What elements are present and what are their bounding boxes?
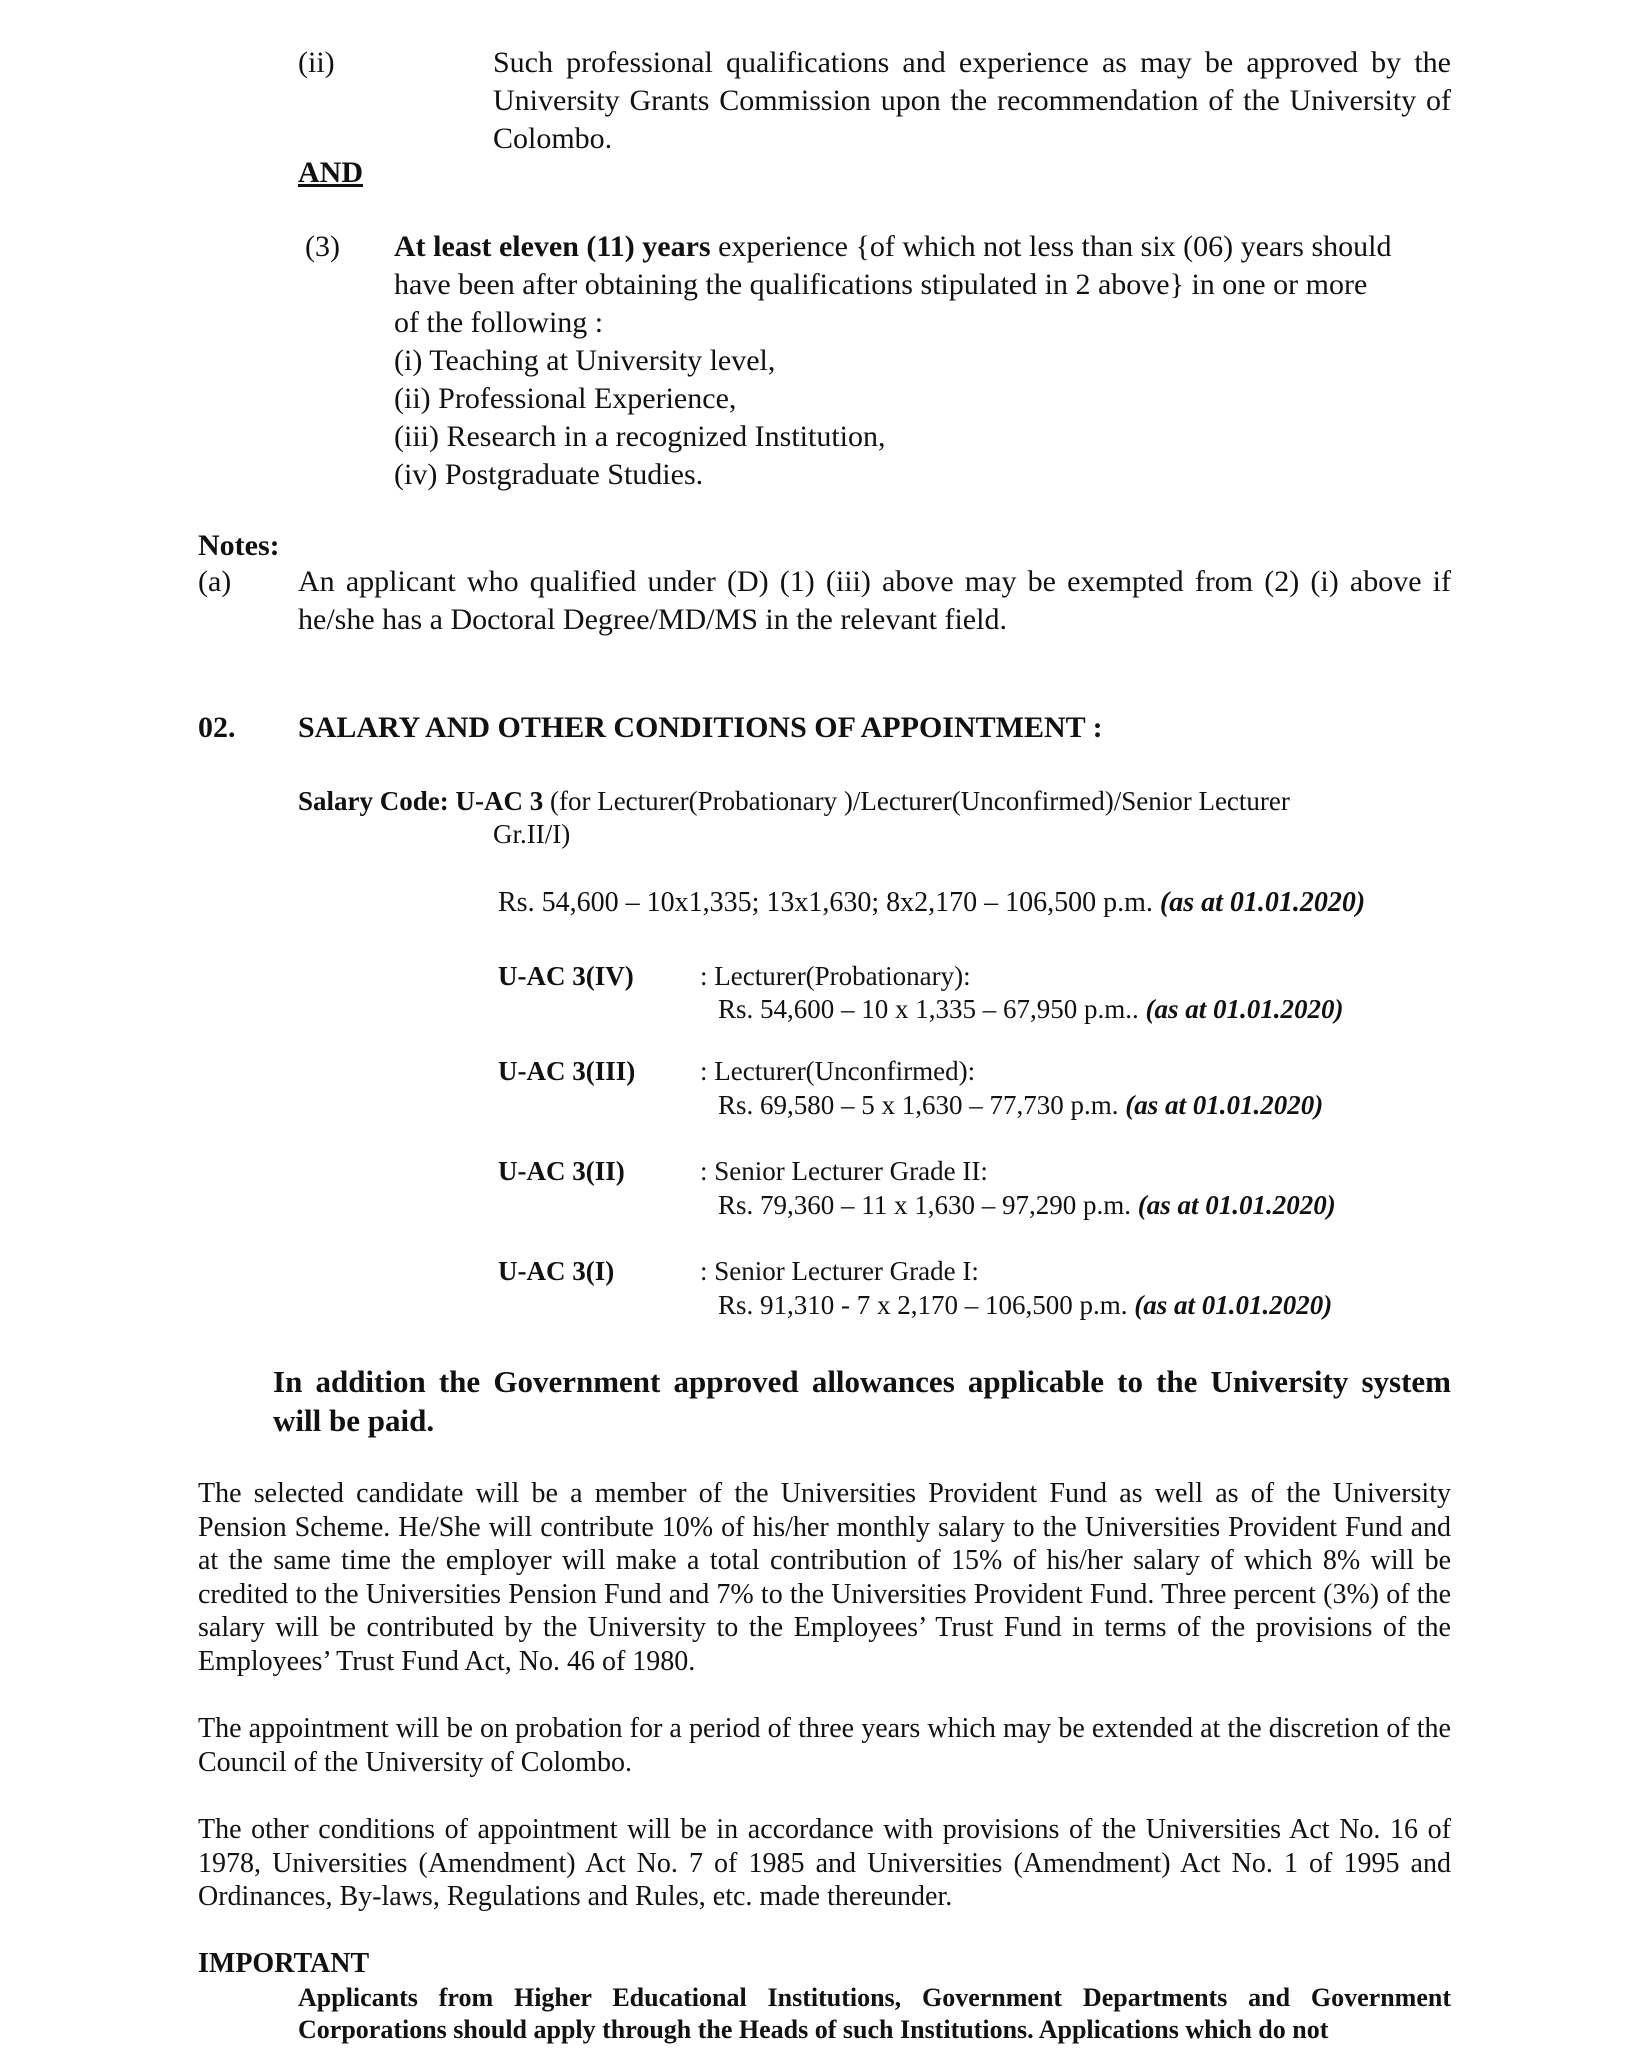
grade-scale-date: (as at 01.01.2020) <box>1125 1090 1324 1120</box>
grade-title: : Senior Lecturer Grade II: <box>700 1156 988 1186</box>
conditions-paragraph: The other conditions of appointment will be in accordance with provisions of the Universities Act No. 16 of 1978, Universities (Amendment) Act No. 7 of 1985 and Universities (Amendment) Act No. 1 of 1995 and Ordinances, By-laws, Regulations and Rules, etc. made thereunder. <box>198 1814 1451 1912</box>
grade-scale <box>718 993 1344 1025</box>
grade-scale-date: (as at 01.01.2020) <box>1137 1190 1336 1220</box>
grade-title: : Lecturer(Unconfirmed): <box>700 1056 976 1086</box>
grade-scale-date: (as at 01.01.2020) <box>1134 1290 1333 1320</box>
item-ii-text: Such professional qualifications and experience as may be approved by the University Grants Commission upon the recommendation of the University of Colombo. <box>493 46 1451 155</box>
salary-code-description: (for Lecturer(Probationary )/Lecturer(Unconfirmed)/Senior Lecturer <box>543 786 1290 816</box>
notes-a-text: An applicant who qualified under (D) (1) (iii) above may be exempted from (2) (i) above if he/she has a Doctoral Degree/MD/MS in the relevant field. <box>298 565 1451 636</box>
salary-code-description-cont: Gr.II/I) <box>493 819 571 849</box>
grade-scale <box>718 1189 1336 1221</box>
grade-scale-text: Rs. 54,600 – 10 x 1,335 – 67,950 p.m.. <box>718 994 1139 1024</box>
item-3-body <box>394 228 1394 494</box>
provident-fund-paragraph: The selected candidate will be a member of the Universities Provident Fund as well as of the University Pension Scheme. He/She will contribute 10% of his/her monthly salary to the Universities Provident Fund and at the same time the employer will make a total contribution of 15% of his/her salary of which 8% will be credited to the Universities Pension Fund and 7% to the Universities Provident Fund. Three percent (3%) of the salary will be contributed by the University to the Employees’ Trust Fund in terms of the provisions of the Employees’ Trust Fund Act, No. 46 of 1980. <box>198 1478 1451 1677</box>
grade-scale-text: Rs. 91,310 - 7 x 2,170 – 106,500 p.m. <box>718 1290 1128 1320</box>
salary-scale-text: Rs. 54,600 – 10x1,335; 13x1,630; 8x2,170 – 106,500 p.m. <box>498 887 1153 918</box>
grade-code: U-AC 3(III) <box>498 1056 636 1086</box>
grade-scale <box>718 1089 1323 1121</box>
grade-scale-date: (as at 01.01.2020) <box>1145 994 1344 1024</box>
salary-scale <box>498 886 1365 920</box>
salary-code-block <box>298 785 1290 817</box>
grade-code: U-AC 3(IV) <box>498 961 634 991</box>
salary-scale-date: (as at 01.01.2020) <box>1159 887 1366 918</box>
notes-a-label: (a) <box>198 565 232 598</box>
grade-title: : Senior Lecturer Grade I: <box>700 1256 979 1286</box>
important-heading: IMPORTANT <box>198 1948 370 1979</box>
grade-title: : Lecturer(Probationary): <box>700 961 971 991</box>
item-3-list-item: (iii) Research in a recognized Institution, <box>394 420 886 453</box>
notes-heading: Notes: <box>198 529 280 562</box>
grade-code: U-AC 3(II) <box>498 1156 625 1186</box>
item-3-paragraph <box>394 228 1394 342</box>
important-text: Applicants from Higher Educational Institutions, Government Departments and Government Corporations should apply through the Heads of such Institutions. Applications which do not <box>298 1983 1451 2044</box>
item-3-number: (3) <box>305 230 340 263</box>
section-title: SALARY AND OTHER CONDITIONS OF APPOINTMENT : <box>298 711 1103 744</box>
item-3-bold-lead: At least eleven (11) years <box>394 230 711 263</box>
item-3-list-item: (ii) Professional Experience, <box>394 382 737 415</box>
grade-scale-text: Rs. 69,580 – 5 x 1,630 – 77,730 p.m. <box>718 1090 1119 1120</box>
grade-code: U-AC 3(I) <box>498 1256 615 1286</box>
salary-code-label: Salary Code: U-AC 3 <box>298 786 544 816</box>
item-ii-number: (ii) <box>298 46 335 79</box>
and-label: AND <box>298 156 363 189</box>
item-3-text: experience {of which not less than six (06) years should have been after obtaining the qualifications stipulated in 2 above} in one or more of the following : <box>394 230 1392 339</box>
probation-paragraph: The appointment will be on probation for a period of three years which may be extended at the discretion of the Council of the University of Colombo. <box>198 1713 1451 1778</box>
section-number: 02. <box>198 711 236 744</box>
grade-scale-text: Rs. 79,360 – 11 x 1,630 – 97,290 p.m. <box>718 1190 1132 1220</box>
item-3-list-item: (i) Teaching at University level, <box>394 344 776 377</box>
allowances-statement: In addition the Government approved allowances applicable to the University system will be paid. <box>273 1364 1451 1438</box>
grade-scale <box>718 1289 1332 1321</box>
item-3-list-item: (iv) Postgraduate Studies. <box>394 458 704 491</box>
